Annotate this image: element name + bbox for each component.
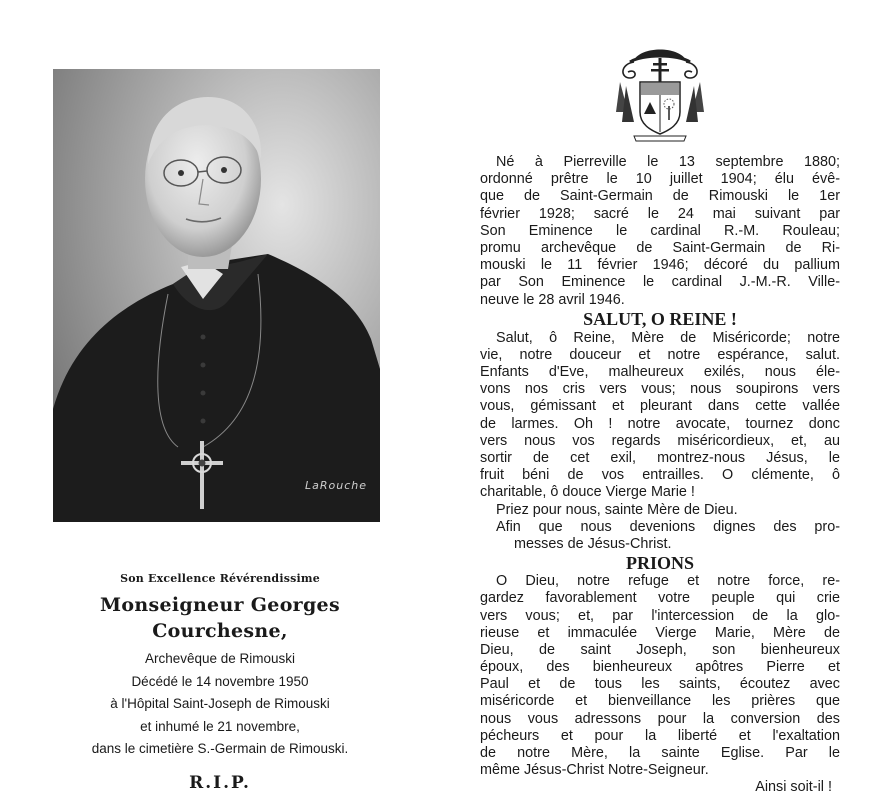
biography bbox=[480, 154, 840, 309]
glasses-bridge bbox=[198, 171, 207, 172]
biography-line: Son Eminence le cardinal R.-M. Rouleau; bbox=[480, 222, 840, 239]
prions-title: PRIONS bbox=[625, 553, 694, 574]
portrait-photo bbox=[53, 69, 380, 522]
photographer-signature: LaRouche bbox=[305, 479, 368, 492]
prayer-line: pécheurs et pour la liberté et l'exaltation bbox=[480, 727, 840, 744]
portrait-illustration bbox=[53, 69, 380, 522]
caption-line: Archevêque de Rimouski bbox=[144, 651, 296, 666]
prayer-line: vers nous vos regards miséricordieux, et, au bbox=[480, 432, 840, 449]
response-line: messes de Jésus-Christ. bbox=[514, 535, 672, 552]
prayer-line: charitable, ô douce Vierge Marie ! bbox=[480, 484, 695, 501]
biography-line: Né à Pierreville le 13 septembre 1880; bbox=[496, 154, 840, 170]
caption-line: et inhumé le 21 novembre, bbox=[140, 718, 300, 734]
prayer-line: même Jésus-Christ Notre-Seigneur. bbox=[480, 762, 709, 779]
prayer-line: fruit béni de vos entrailles. O clémente, ô bbox=[480, 467, 840, 484]
prayer-card-text bbox=[480, 154, 840, 797]
prayer-line: sortir de cet exil, montrez-nous Jésus, le bbox=[480, 450, 840, 466]
biography-line: ordonné prêtre le 10 juillet 1904; élu évê- bbox=[480, 171, 840, 188]
prayer-line: de larmes. Oh ! notre avocate, tournez donc bbox=[480, 415, 840, 432]
salve-regina-prayer bbox=[480, 330, 840, 553]
prayer-line: Salut, ô Reine, Mère de Miséricorde; notre bbox=[496, 329, 840, 346]
coat-of-arms-icon bbox=[612, 42, 708, 142]
prayer-line: nous vous adressons pour la conversion des bbox=[480, 710, 840, 727]
prayer-line: O Dieu, notre refuge et notre force, re- bbox=[496, 573, 840, 590]
prayer-line: Dieu, de saint Joseph, son bienheureux bbox=[480, 641, 840, 658]
biography-line: neuve le 28 avril 1946. bbox=[480, 291, 625, 308]
prayer-line: gardez favorablement votre peuple qui crie bbox=[480, 590, 840, 607]
prayer-line: rieuse et immaculée Vierge Marie, Mère de bbox=[480, 624, 840, 641]
biography-line: février 1928; sacré le 24 mai suivant par bbox=[480, 205, 840, 222]
memorial-caption bbox=[30, 572, 410, 793]
caption-line: à l'Hôpital Saint-Joseph de Rimouski bbox=[110, 696, 330, 711]
button bbox=[201, 419, 206, 424]
prayer-line: vie, notre douceur et notre espérance, salut. bbox=[480, 346, 840, 363]
prayer-line: époux, des bienheureux apôtres Pierre et bbox=[480, 659, 840, 676]
button bbox=[201, 363, 206, 368]
caption-line: Décédé le 14 novembre 1950 bbox=[131, 673, 309, 689]
button bbox=[201, 391, 206, 396]
prayer-line: vons nos cris vers vous; nous soupirons vers bbox=[480, 381, 840, 398]
deceased-name: Monseigneur Georges Courchesne, bbox=[100, 594, 340, 642]
prayer-line: vous, gémissant et pleurant dans cette vallée bbox=[480, 398, 840, 415]
prayer-line: miséricorde et bienveillance les prières que bbox=[480, 693, 840, 710]
eye-left bbox=[178, 170, 184, 176]
rip-text: R.I.P. bbox=[189, 772, 251, 793]
biography-line: mouski le 11 février 1946; décoré du pallium bbox=[480, 257, 840, 274]
button bbox=[201, 335, 206, 340]
salve-regina-title: SALUT, O REINE ! bbox=[583, 308, 737, 329]
closing-amen: Ainsi soit-il ! bbox=[755, 779, 832, 796]
prayer-line: Enfants d'Eve, malheureux exilés, nous éle- bbox=[480, 364, 840, 381]
eye-right bbox=[221, 167, 227, 173]
response-line: Afin que nous devenions dignes des pro- bbox=[496, 518, 840, 535]
prayer-line: Paul et de tous les saints, écoutez avec bbox=[480, 676, 840, 693]
caption-line: dans le cimetière S.-Germain de Rimouski. bbox=[91, 741, 349, 756]
biography-line: par Son Eminence le cardinal J.-M.-R. Ville- bbox=[480, 274, 840, 291]
honorific-title: Son Excellence Révérendissime bbox=[120, 572, 320, 585]
biography-line: promu archevêque de Saint-Germain de Ri- bbox=[480, 239, 840, 256]
prions-prayer bbox=[480, 573, 840, 796]
versicle: Priez pour nous, sainte Mère de Dieu. bbox=[496, 501, 738, 518]
prayer-line: vers vous; et, par l'intercession de la glo- bbox=[480, 607, 840, 624]
prayer-line: de notre Mère, la sainte Eglise. Par le bbox=[480, 745, 840, 761]
biography-line: que de Saint-Germain de Rimouski le 1er bbox=[480, 188, 840, 205]
